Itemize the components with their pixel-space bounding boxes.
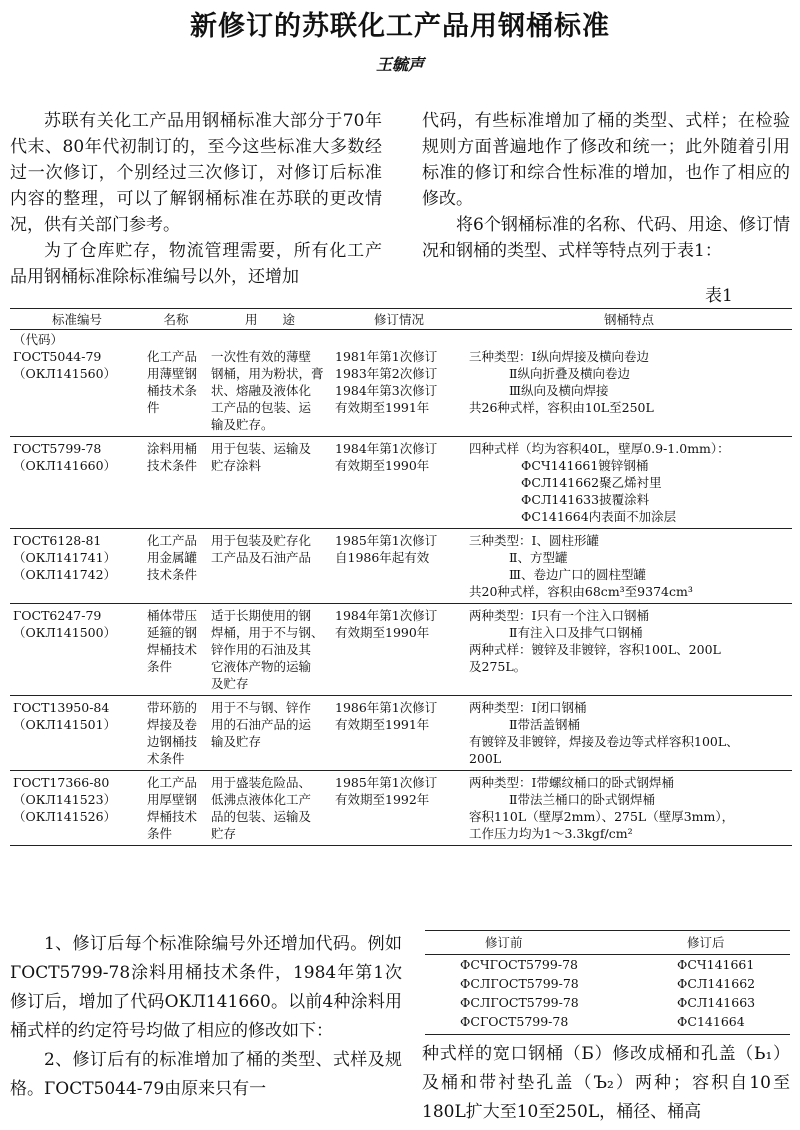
use-cell xyxy=(208,437,332,529)
cell-line: 四种式样（均为容积40L，壁厚0.9-1.0mm）： xyxy=(469,441,730,456)
cell-line: ФСЛ141662聚乙烯衬里 xyxy=(521,475,662,490)
cell-line: 桶技术条 xyxy=(147,383,198,398)
features-cell xyxy=(466,437,792,529)
cell-line: 两种类型：Ⅰ带螺纹桶口的卧式钢焊桶 xyxy=(469,775,674,790)
cell-line: （ОКЛ141660） xyxy=(13,458,117,473)
cell-line: ГОСТ13950-84 xyxy=(13,700,110,715)
use-cell xyxy=(208,348,332,437)
features-cell xyxy=(466,529,792,604)
table-row xyxy=(10,437,792,529)
cell-line: 锌作用的石油及其 xyxy=(211,642,312,657)
after-cell: ФСЛ141662 xyxy=(677,976,756,991)
cell-line: 三种类型：Ⅰ、圆柱形罐 xyxy=(469,533,599,548)
cell-line: 自1986年起有效 xyxy=(335,550,430,565)
cell-line: 焊桶技术 xyxy=(147,809,198,824)
cell-line: 技术条件 xyxy=(147,458,198,473)
cell-line: 1985年第1次修订 xyxy=(335,533,438,548)
symbol-change-table xyxy=(425,930,790,1035)
cell-line: 1984年第1次修订 xyxy=(335,441,438,456)
revision-cell xyxy=(332,348,466,437)
cell-line: ФС141664内表面不加涂层 xyxy=(521,509,677,524)
cell-line: 1983年第2次修订 xyxy=(335,366,438,381)
cell-line: 1981年第1次修订 xyxy=(335,349,438,364)
std-number-cell xyxy=(10,348,144,437)
cell-line: （ОКЛ141523） xyxy=(13,792,117,807)
before-cell: ФСЧГОСТ5799-78 xyxy=(460,957,578,972)
paragraph: 种式样的宽口钢桶（Б）修改成桶和孔盖（Ь₁）及桶和带衬垫孔盖（Ъ₂）两种；容积自10至180L扩大至10至250L，桶径、桶高 xyxy=(422,1044,790,1122)
cell-line: 有效期至1992年 xyxy=(335,792,430,807)
cell-line: ФСЛ141633披覆涂料 xyxy=(521,492,650,507)
paragraph: 2、修订后有的标准增加了桶的类型、式样及规格。ГОСТ5044-79由原来只有一 xyxy=(10,1050,402,1099)
cell-line: 及贮存 xyxy=(211,676,249,691)
cell-line: 有效期至1990年 xyxy=(335,625,430,640)
after-cell: ФС141664 xyxy=(617,1012,790,1035)
cell-line: （ОКЛ141526） xyxy=(13,809,117,824)
std-number-cell xyxy=(10,696,144,771)
name-cell xyxy=(144,771,208,846)
page-title: 新修订的苏联化工产品用钢桶标准 xyxy=(190,11,610,42)
cell-line: 化工产品 xyxy=(147,533,198,548)
features-cell xyxy=(466,348,792,437)
cell-line: （ОКЛ141742） xyxy=(13,567,117,582)
cell-line: 技术条件 xyxy=(147,567,198,582)
before-cell: ФСЛГОСТ5799-78 xyxy=(460,976,579,991)
name-cell xyxy=(144,437,208,529)
cell-line: 共26种式样，容积由10L至250L xyxy=(469,400,654,415)
cell-line: 品的包装、运输及 xyxy=(211,809,312,824)
revision-cell xyxy=(332,437,466,529)
cell-line: 工产品的包装、运 xyxy=(211,400,312,415)
cell-line: Ⅱ有注入口及排气口钢桶 xyxy=(509,625,643,640)
cell-line: 用金属罐 xyxy=(147,550,198,565)
cell-line: 它液体产物的运输 xyxy=(211,659,312,674)
features-cell xyxy=(466,604,792,696)
standards-table xyxy=(10,308,792,846)
cell-line: 术条件 xyxy=(147,751,185,766)
cell-line: 有效期至1991年 xyxy=(335,400,430,415)
revision-cell xyxy=(332,604,466,696)
paragraph: 苏联有关化工产品用钢桶标准大部分于70年代末、80年代初制订的，至今这些标准大多数经过一次修订，个别经过三次修订，对修订后标准内容的整理，可以了解钢桶标准在苏联的更改情况，供有关部门参考。 xyxy=(10,111,382,235)
cell-line: （ОКЛ141500） xyxy=(13,625,117,640)
cell-line: 用于不与钢、锌作 xyxy=(211,700,312,715)
table-row xyxy=(10,771,792,846)
cell-line: 延箍的钢 xyxy=(147,625,198,640)
paragraph: 为了仓库贮存，物流管理需要，所有化工产品用钢桶标准除标准编号以外，还增加 xyxy=(10,241,382,287)
cell-line: 工产品及石油产品 xyxy=(211,550,312,565)
cell-line: 三种类型：Ⅰ纵向焊接及横向卷边 xyxy=(469,349,649,364)
cell-line: 带环筋的 xyxy=(147,700,198,715)
paragraph: 1、修订后每个标准除编号外还增加代码。例如ГОСТ5799-78涂料用桶技术条件，1984年第1次修订后，增加了代码ОКЛ141660。以前4种涂料用桶式样的约定符号均做了相应的修改如下： xyxy=(10,934,402,1041)
cell-line: 共20种式样，容积由68cm³至9374cm³ xyxy=(469,584,693,599)
cell-line: Ⅱ纵向折叠及横向卷边 xyxy=(509,366,630,381)
cell-line: 桶体带压 xyxy=(147,608,198,623)
table-row xyxy=(425,974,790,993)
cell-line: ГОСТ6128-81 xyxy=(13,533,102,548)
cell-line: Ⅱ带活盖钢桶 xyxy=(509,717,580,732)
cell-line: 焊接及卷 xyxy=(147,717,198,732)
table-row xyxy=(425,993,790,1012)
cell-line: 条件 xyxy=(147,826,173,841)
cell-line: 条件 xyxy=(147,659,173,674)
table-row xyxy=(10,348,792,437)
header-use: 用 途 xyxy=(208,309,332,330)
header-features: 钢桶特点 xyxy=(466,309,792,330)
cell-line: 用的石油产品的运 xyxy=(211,717,312,732)
cell-line: 焊桶技术 xyxy=(147,642,198,657)
name-cell xyxy=(144,348,208,437)
table-row xyxy=(10,604,792,696)
paragraph: 代码，有些标准增加了桶的类型、式样；在检验规则方面普遍地作了修改和统一；此外随着引用标准的修订和综合性标准的增加，也作了相应的修改。 xyxy=(422,111,790,209)
before-cell: ФСЛГОСТ5799-78 xyxy=(460,995,579,1010)
header-before: 修订前 xyxy=(425,931,617,955)
use-cell xyxy=(208,604,332,696)
name-cell xyxy=(144,696,208,771)
cell-line: 1984年第1次修订 xyxy=(335,608,438,623)
author: 王毓声 xyxy=(375,55,424,74)
cell-line: 用于包装及贮存化 xyxy=(211,533,312,548)
cell-line: 化工产品 xyxy=(147,349,198,364)
use-cell xyxy=(208,771,332,846)
table-caption: 表1 xyxy=(705,286,733,306)
body-left-column xyxy=(10,930,402,1104)
cell-line: 输及贮存 xyxy=(211,734,262,749)
intro-left-column xyxy=(10,108,382,290)
use-cell xyxy=(208,529,332,604)
cell-line: 一次性有效的薄壁 xyxy=(211,349,312,364)
cell-line: 有效期至1990年 xyxy=(335,458,430,473)
cell-line: 焊桶，用于不与钢、 xyxy=(211,625,324,640)
cell-line: Ⅱ、方型罐 xyxy=(509,550,568,565)
cell-line: 及275L。 xyxy=(469,659,527,674)
cell-line: 适于长期使用的钢 xyxy=(211,608,312,623)
cell-line: 两种类型：Ⅰ只有一个注入口钢桶 xyxy=(469,608,649,623)
cell-line: 状、熔融及液体化 xyxy=(211,383,312,398)
name-cell xyxy=(144,529,208,604)
std-number-cell xyxy=(10,437,144,529)
header-revision: 修订情况 xyxy=(332,309,466,330)
paragraph: 将6个钢桶标准的名称、代码、用途、修订情况和钢桶的类型、式样等特点列于表1： xyxy=(422,215,790,261)
cell-line: 钢桶，用为粉状，膏 xyxy=(211,366,324,381)
revision-cell xyxy=(332,696,466,771)
table-header-row xyxy=(10,309,792,330)
table-row xyxy=(10,696,792,771)
before-cell: ФСГОСТ5799-78 xyxy=(425,1012,617,1035)
cell-line: 有镀锌及非镀锌，焊接及卷边等式样容积100L、 xyxy=(469,734,739,749)
after-cell: ФСЧ141661 xyxy=(677,957,755,972)
std-number-cell xyxy=(10,771,144,846)
cell-line: 用于盛装危险品、 xyxy=(211,775,312,790)
cell-line: ГОСТ5044-79 xyxy=(13,349,102,364)
cell-line: Ⅲ纵向及横向焊接 xyxy=(509,383,609,398)
cell-line: 化工产品 xyxy=(147,775,198,790)
cell-line: 边钢桶技 xyxy=(147,734,198,749)
cell-line: 用厚壁钢 xyxy=(147,792,198,807)
cell-line: （ОКЛ141501） xyxy=(13,717,117,732)
cell-line: ГОСТ6247-79 xyxy=(13,608,102,623)
use-cell xyxy=(208,696,332,771)
cell-line: 200L xyxy=(469,751,502,766)
code-label: （代码） xyxy=(13,332,64,347)
cell-line: ФСЧ141661镀锌钢桶 xyxy=(521,458,649,473)
code-label-row xyxy=(10,330,792,349)
cell-line: Ⅲ、卷边广口的圆柱型罐 xyxy=(509,567,647,582)
table-row xyxy=(425,955,790,975)
header-name: 名称 xyxy=(144,309,208,330)
cell-line: 输及贮存。 xyxy=(211,417,274,432)
cell-line: 贮存涂料 xyxy=(211,458,262,473)
revision-cell xyxy=(332,529,466,604)
cell-line: 两种式样：镀锌及非镀锌，容积100L、200L xyxy=(469,642,721,657)
cell-line: 用于包装、运输及 xyxy=(211,441,312,456)
body-right-column xyxy=(422,1040,790,1127)
std-number-cell xyxy=(10,604,144,696)
cell-line: ГОСТ5799-78 xyxy=(13,441,102,456)
header-std: 标准编号 xyxy=(10,309,144,330)
cell-line: ГОСТ17366-80 xyxy=(13,775,110,790)
cell-line: 贮存 xyxy=(211,826,237,841)
features-cell xyxy=(466,771,792,846)
std-number-cell xyxy=(10,529,144,604)
cell-line: 两种类型：Ⅰ闭口钢桶 xyxy=(469,700,587,715)
cell-line: （ОКЛ141560） xyxy=(13,366,117,381)
cell-line: 用薄壁钢 xyxy=(147,366,198,381)
intro-right-column xyxy=(422,108,790,264)
cell-line: 件 xyxy=(147,400,160,415)
cell-line: 容积110L（壁厚2mm）、275L（壁厚3mm）， xyxy=(469,809,735,824)
cell-line: （ОКЛ141741） xyxy=(13,550,117,565)
cell-line: 低沸点液体化工产 xyxy=(211,792,312,807)
cell-line: 1985年第1次修订 xyxy=(335,775,438,790)
cell-line: 有效期至1991年 xyxy=(335,717,430,732)
after-cell: ФСЛ141663 xyxy=(677,995,756,1010)
cell-line: Ⅱ带法兰桶口的卧式钢焊桶 xyxy=(509,792,655,807)
features-cell xyxy=(466,696,792,771)
name-cell xyxy=(144,604,208,696)
revision-cell xyxy=(332,771,466,846)
table-row xyxy=(425,1012,790,1035)
header-after: 修订后 xyxy=(617,931,790,955)
table-row xyxy=(10,529,792,604)
cell-line: 涂料用桶 xyxy=(147,441,198,456)
cell-line: 工作压力均为1～3.3kgf/cm² xyxy=(469,826,633,841)
cell-line: 1986年第1次修订 xyxy=(335,700,438,715)
cell-line: 1984年第3次修订 xyxy=(335,383,438,398)
